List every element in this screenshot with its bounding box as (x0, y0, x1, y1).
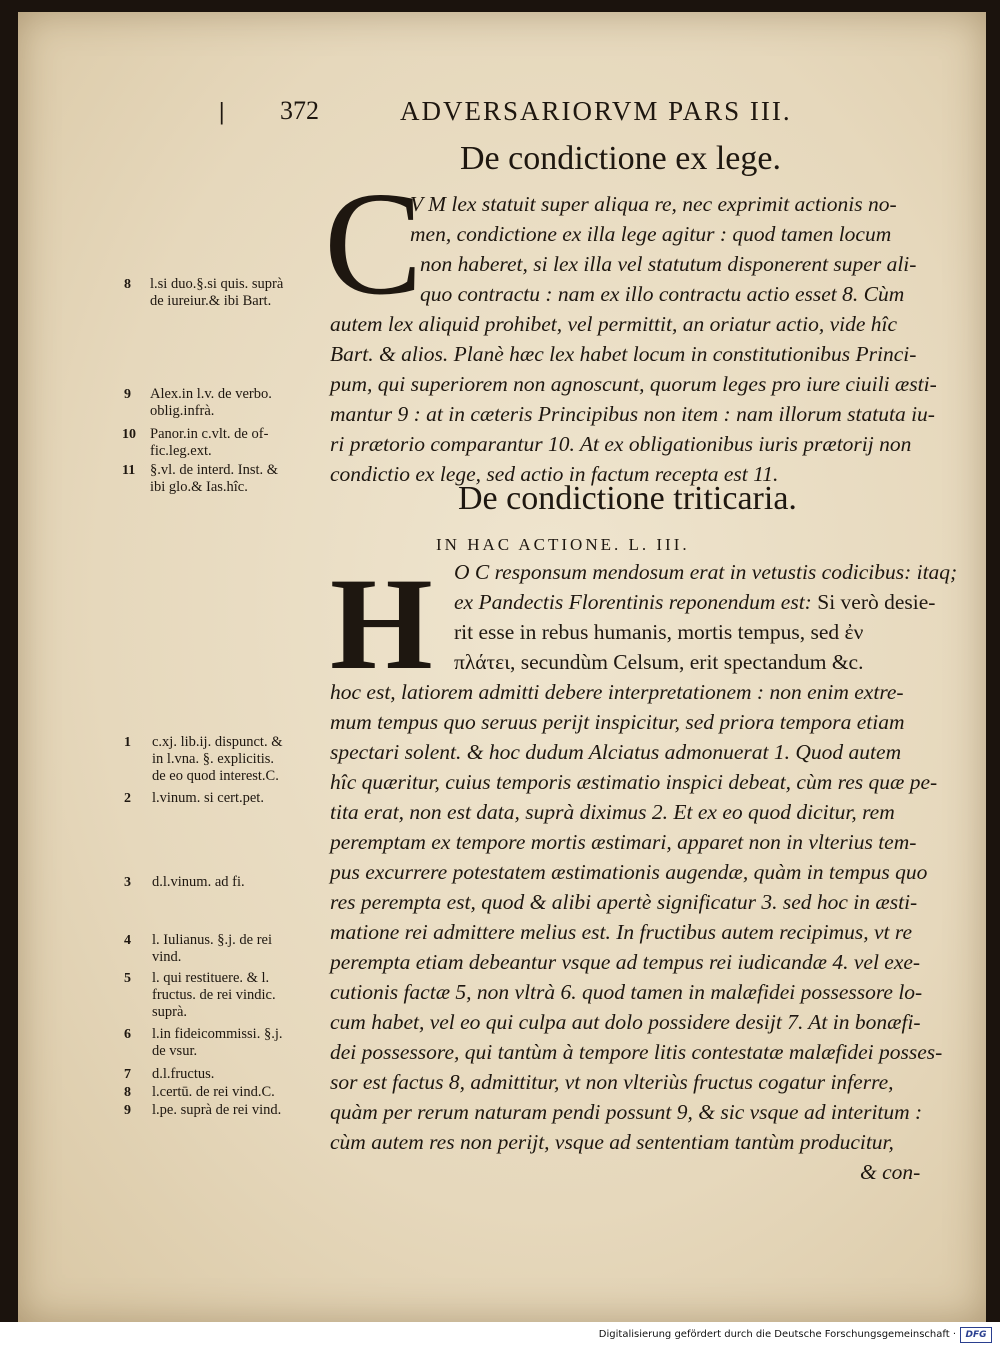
text-line: & con- (860, 1160, 921, 1184)
footer-bar (0, 1322, 1000, 1347)
text-line: tita erat, non est data, suprà diximus 2. Et ex eo quod dicitur, rem (330, 800, 895, 824)
note-number: 6 (124, 1027, 131, 1042)
marginal-note-line: oblig.infrà. (150, 403, 215, 419)
marginal-note-line: fructus. de rei vindic. (152, 987, 276, 1003)
text-line: cùm autem res non perijt, vsque ad sententiam tantùm producitur, (330, 1130, 894, 1154)
marginal-note-line: l.in fideicommissi. §.j. (152, 1026, 283, 1042)
note-number: 1 (124, 735, 131, 750)
text-line: spectari solent. & hoc dudum Alciatus admonuerat 1. Quod autem (330, 740, 902, 764)
section-title-condictione-ex-lege: De condictione ex lege. (460, 140, 781, 177)
dfg-logo-icon: DFG (960, 1327, 992, 1343)
text-line (454, 590, 935, 615)
section-title-condictione-triticaria: De condictione triticaria. (458, 480, 797, 517)
header-mark: | (218, 100, 226, 125)
marginal-note-line: vind. (152, 949, 182, 965)
marginal-note-line: l. qui restituere. & l. (152, 970, 270, 986)
note-number: 8 (124, 1085, 131, 1100)
funding-credit: Digitalisierung gefördert durch die Deutsche Forschungsgemeinschaft · (598, 1329, 956, 1340)
marginal-note-line: Alex.in l.v. de verbo. (150, 386, 272, 402)
text-line: condictio ex lege, sed actio in factum recepta est 11. (330, 462, 779, 486)
text-line: quo contractu : nam ex illo contractu actio esset 8. Cùm (420, 282, 905, 306)
marginal-note-line: l.si duo.§.si quis. suprà (150, 276, 284, 292)
text-line: peremptam ex tempore mortis æstimari, apparet non in vlterius tem- (330, 830, 917, 854)
text-span: ex Pandectis Florentinis reponendum est: (454, 590, 818, 614)
text-line: res perempta est, quod & alibi apertè significatur 3. sed hoc in æsti- (330, 890, 918, 914)
marginal-note-line: l.pe. suprà de rei vind. (152, 1102, 282, 1118)
page-number: 372 (280, 96, 319, 125)
text-line: dei possessore, qui tantùm à tempore litis contestatæ malæfidei posses- (330, 1040, 943, 1064)
note-number: 9 (124, 1103, 131, 1118)
text-line: sor est factus 8, admittitur, vt non vlteriùs fructus cogatur inferre, (330, 1070, 894, 1094)
marginal-note-line: in l.vna. §. explicitis. (152, 751, 275, 767)
text-line: rit esse in rebus humanis, mortis tempus, sed ἐν (454, 620, 864, 644)
text-line: pus excurrere potestatem æstimationis augendæ, quàm in tempus quo (330, 860, 928, 884)
note-number: 8 (124, 277, 131, 292)
marginal-note-line: d.l.fructus. (152, 1066, 215, 1082)
text-line: mum tempus quo seruus perijt inspicitur, sed priora tempora etiam (330, 710, 905, 734)
marginal-note-line: de eo quod interest.C. (152, 768, 279, 784)
section-subhead: IN HAC ACTIONE. L. III. (436, 535, 690, 554)
marginal-note-line: l. Iulianus. §.j. de rei (152, 932, 273, 948)
text-line: πλάτει, secundùm Celsum, erit spectandum &c. (454, 650, 864, 674)
text-line: pum, qui superiorem non agnoscunt, quorum leges pro iure ciuili æsti- (330, 372, 937, 396)
text-line: mantur 9 : at in cæteris Principibus non item : nam illorum statuta iu- (330, 402, 935, 426)
marginal-note-line: l.vinum. si cert.pet. (152, 790, 264, 806)
drop-cap-c: C (324, 162, 423, 326)
note-number: 5 (124, 971, 131, 986)
text-line: cutionis factæ 5, non vltrà 6. quod tamen in malæfidei possessore lo- (330, 980, 923, 1004)
text-line: cum habet, vel eo qui culpa aut dolo possidere desijt 7. At in bonæfi- (330, 1010, 921, 1034)
running-head: ADVERSARIORVM PARS III. (400, 96, 792, 126)
marginal-note-line: ibi glo.& Ias.hîc. (150, 479, 248, 495)
note-number: 10 (122, 427, 136, 442)
note-number: 3 (124, 875, 131, 890)
note-number: 11 (122, 463, 136, 478)
marginal-note-line: c.xj. lib.ij. dispunct. & (152, 734, 283, 750)
marginal-note-line: fic.leg.ext. (150, 443, 212, 459)
text-line: matione rei admittere melius est. In fructibus autem recipimus, vt re (330, 920, 912, 944)
note-number: 7 (124, 1067, 131, 1082)
marginal-note-line: suprà. (152, 1004, 188, 1020)
text-line: autem lex aliquid prohibet, vel permittit, an oriatur actio, vide hîc (330, 312, 898, 336)
drop-cap-h: H (330, 550, 433, 697)
text-line: men, condictione ex illa lege agitur : quod tamen locum (410, 222, 892, 246)
marginal-note-line: de vsur. (152, 1043, 198, 1059)
note-number: 2 (124, 791, 131, 806)
note-number: 9 (124, 387, 131, 402)
marginal-note-line: l.certū. de rei vind.C. (152, 1084, 275, 1100)
text-line: non haberet, si lex illa vel statutum disponerent super ali- (420, 252, 917, 276)
text-line: V M lex statuit super aliqua re, nec exprimit actionis no- (410, 192, 897, 216)
text-line: ri prætorio comparantur 10. At ex obligationibus iuris prætorij non (330, 432, 912, 456)
text-line: Bart. & alios. Planè hæc lex habet locum in constitutionibus Princi- (330, 342, 917, 366)
book-page (18, 12, 986, 1322)
text-line: hîc quæritur, cuius temporis æstimatio inspici debeat, cùm res quæ pe- (330, 770, 938, 794)
marginal-note-line: Panor.in c.vlt. de of- (150, 426, 269, 442)
text-line: O C responsum mendosum erat in vetustis codicibus: itaq; (454, 560, 958, 584)
note-number: 4 (124, 933, 131, 948)
marginal-note-line: §.vl. de interd. Inst. & (150, 462, 279, 478)
marginal-note-line: d.l.vinum. ad fi. (152, 874, 245, 890)
text-line: hoc est, latiorem admitti debere interpretationem : non enim extre- (330, 680, 904, 704)
marginal-note-line: de iureiur.& ibi Bart. (150, 293, 272, 309)
text-line: perempta etiam debeantur vsque ad tempus rei iudicandæ 4. vel exe- (330, 950, 921, 974)
text-line: quàm per rerum naturam pendi possunt 9, & sic vsque ad interitum : (330, 1100, 923, 1124)
text-span-roman: Si verò desie- (817, 590, 936, 614)
